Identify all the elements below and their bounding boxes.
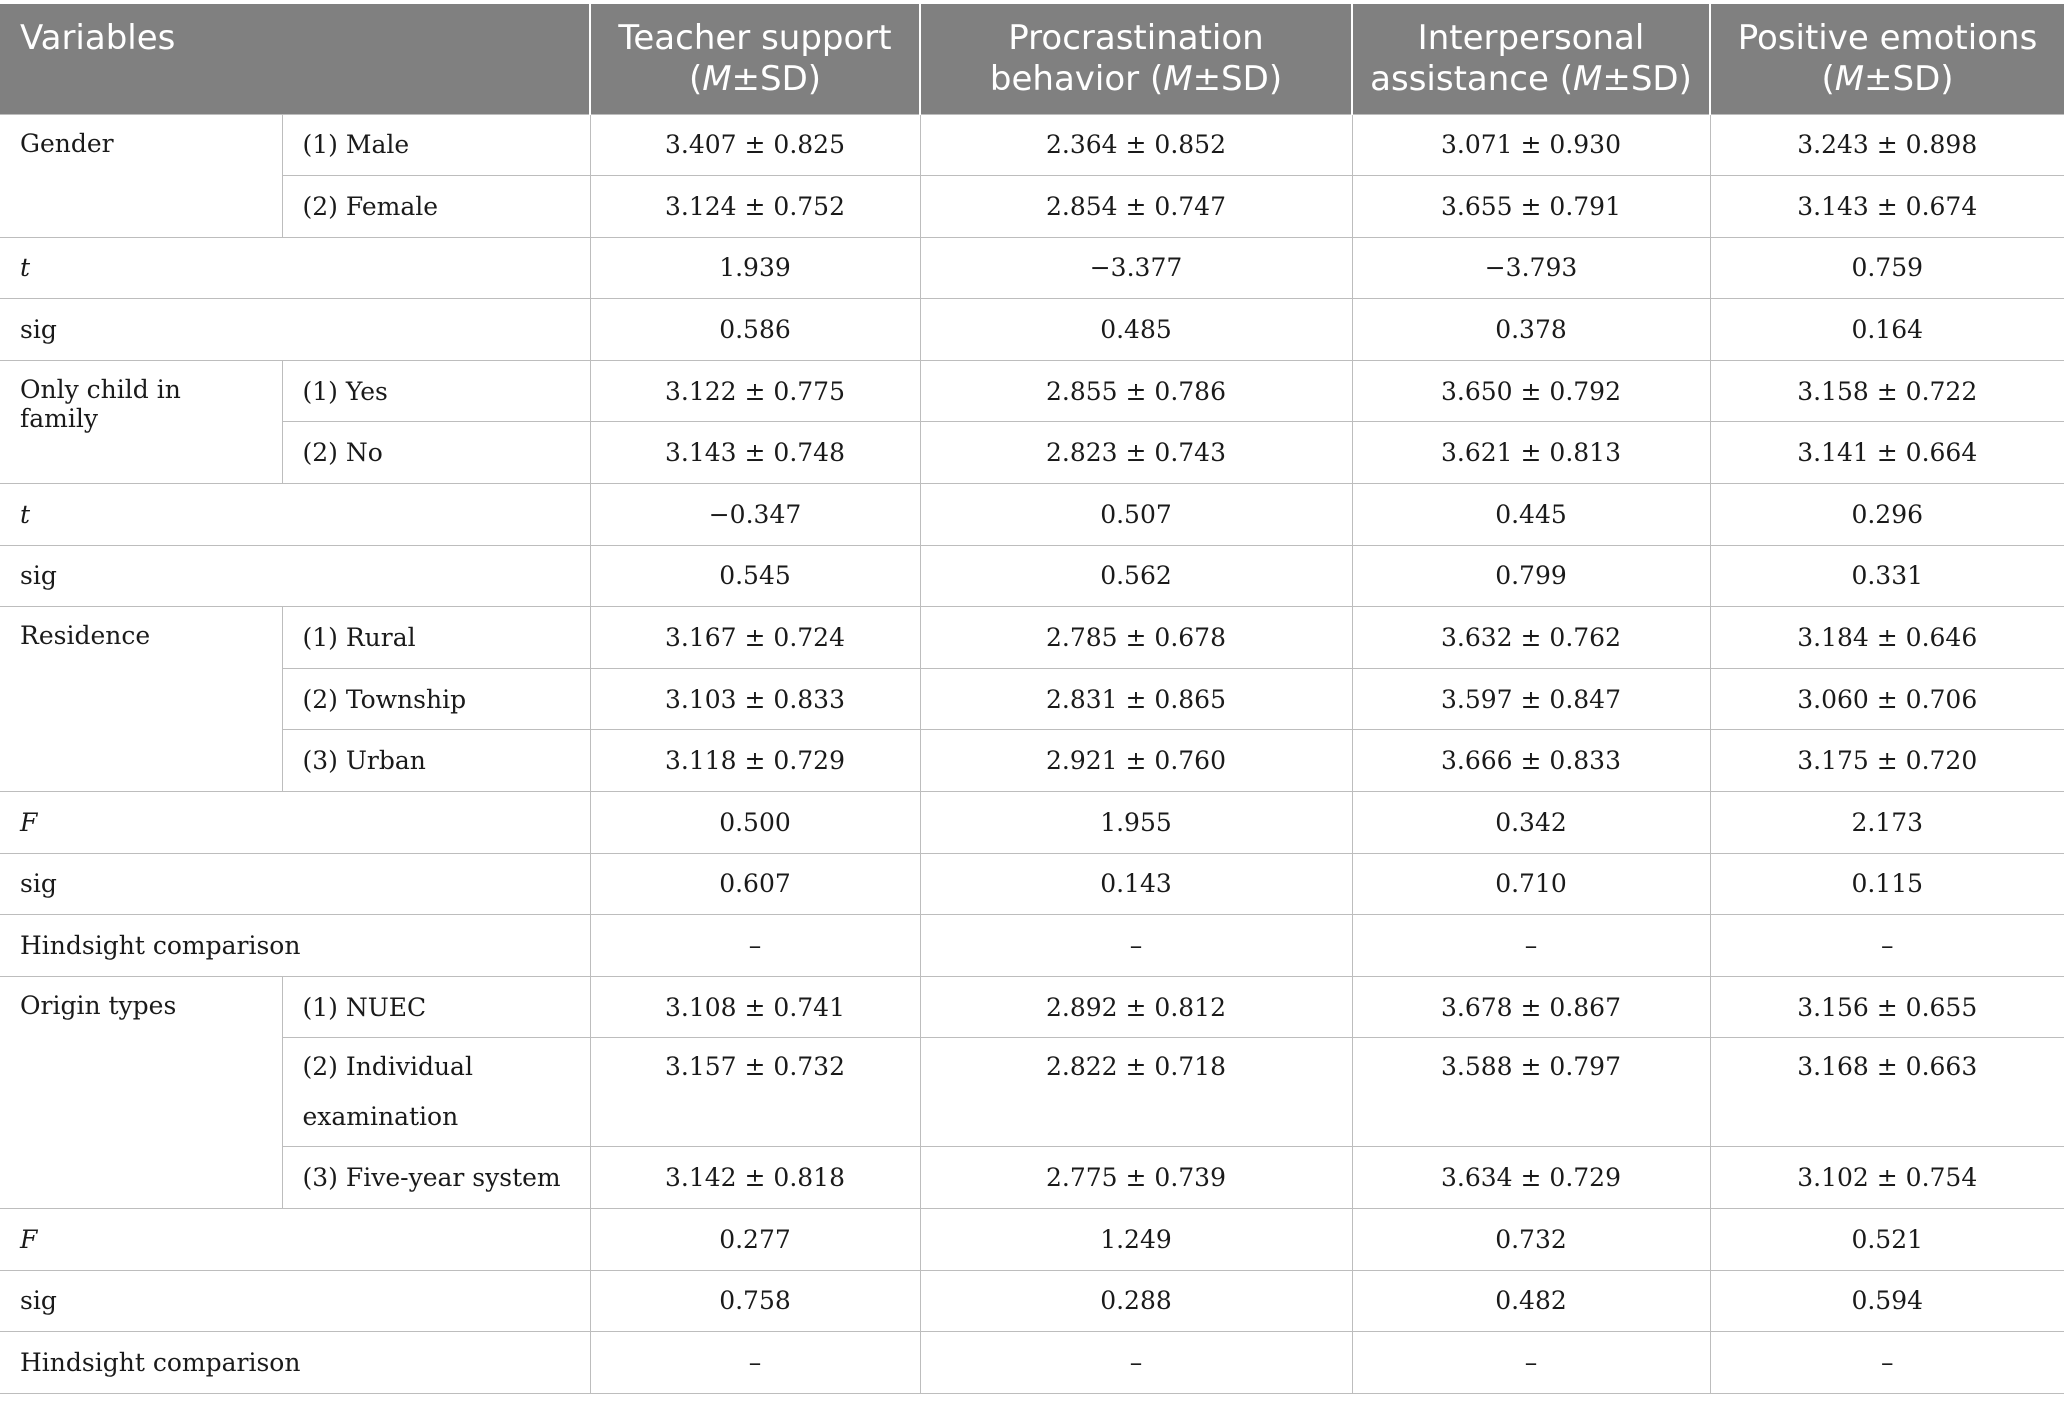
header-teacher-support	[590, 4, 920, 114]
stat-label-sig: sig	[0, 853, 590, 915]
level-label: (1) Yes	[282, 360, 590, 422]
group-label-residence: Residence	[0, 607, 282, 792]
table-row	[0, 976, 2064, 1038]
cell-value: 3.407 ± 0.825	[590, 114, 920, 176]
header-sd: ±SD)	[1602, 58, 1692, 99]
cell-value: 3.118 ± 0.729	[590, 730, 920, 792]
cell-value: 2.892 ± 0.812	[920, 976, 1352, 1038]
cell-value: 3.588 ± 0.797	[1352, 1038, 1710, 1147]
cell-value: 1.939	[590, 237, 920, 299]
header-mean-symbol: M	[1572, 58, 1603, 99]
cell-value: –	[590, 915, 920, 977]
level-label: (3) Urban	[282, 730, 590, 792]
stat-label-t: t	[0, 484, 590, 546]
cell-value: 2.823 ± 0.743	[920, 422, 1352, 484]
cell-value: 1.955	[920, 792, 1352, 854]
cell-value: –	[920, 915, 1352, 977]
cell-value: 2.364 ± 0.852	[920, 114, 1352, 176]
table-row	[0, 114, 2064, 176]
header-procrastination-line1: Procrastination	[1008, 17, 1264, 58]
cell-value: 3.632 ± 0.762	[1352, 607, 1710, 669]
cell-value: 3.060 ± 0.706	[1710, 668, 2064, 730]
cell-value: 0.482	[1352, 1270, 1710, 1332]
cell-value: 0.710	[1352, 853, 1710, 915]
cell-value: 2.173	[1710, 792, 2064, 854]
cell-value: –	[920, 1332, 1352, 1394]
cell-value: 3.158 ± 0.722	[1710, 360, 2064, 422]
table-row	[0, 484, 2064, 546]
header-sd: ±SD)	[1864, 58, 1954, 99]
header-interpersonal-line2: assistance (	[1370, 58, 1573, 99]
cell-value: 3.142 ± 0.818	[590, 1147, 920, 1209]
cell-value: 0.545	[590, 545, 920, 607]
header-positive-line1: Positive emotions	[1737, 17, 2038, 58]
table-row	[0, 1332, 2064, 1394]
cell-value: 3.678 ± 0.867	[1352, 976, 1710, 1038]
stat-label-sig: sig	[0, 299, 590, 361]
header-mean-symbol: M	[1834, 58, 1865, 99]
cell-value: 3.650 ± 0.792	[1352, 360, 1710, 422]
header-procrastination-line2: behavior (	[989, 58, 1164, 99]
cell-value: 0.296	[1710, 484, 2064, 546]
cell-value: 3.175 ± 0.720	[1710, 730, 2064, 792]
stat-label-hindsight: Hindsight comparison	[0, 1332, 590, 1394]
level-label: (2) Township	[282, 668, 590, 730]
header-procrastination	[920, 4, 1352, 114]
table-row	[0, 853, 2064, 915]
cell-value: 0.164	[1710, 299, 2064, 361]
stat-label-sig: sig	[0, 545, 590, 607]
stat-label-hindsight: Hindsight comparison	[0, 915, 590, 977]
cell-value: 0.500	[590, 792, 920, 854]
cell-value: –	[1710, 1332, 2064, 1394]
level-label: (1) Rural	[282, 607, 590, 669]
cell-value: 3.102 ± 0.754	[1710, 1147, 2064, 1209]
table-row	[0, 730, 2064, 792]
cell-value: 1.249	[920, 1209, 1352, 1271]
table-row	[0, 792, 2064, 854]
cell-value: 0.562	[920, 545, 1352, 607]
cell-value: 0.732	[1352, 1209, 1710, 1271]
cell-value: 3.243 ± 0.898	[1710, 114, 2064, 176]
cell-value: 3.122 ± 0.775	[590, 360, 920, 422]
cell-value: 3.167 ± 0.724	[590, 607, 920, 669]
cell-value: 3.103 ± 0.833	[590, 668, 920, 730]
cell-value: 0.342	[1352, 792, 1710, 854]
cell-value: 3.666 ± 0.833	[1352, 730, 1710, 792]
header-interpersonal	[1352, 4, 1710, 114]
header-paren: (	[1821, 58, 1835, 99]
cell-value: 0.288	[920, 1270, 1352, 1332]
cell-value: 2.822 ± 0.718	[920, 1038, 1352, 1147]
cell-value: 2.854 ± 0.747	[920, 176, 1352, 238]
header-variables-text: Variables	[20, 18, 176, 58]
cell-value: 0.594	[1710, 1270, 2064, 1332]
table-row	[0, 1209, 2064, 1271]
cell-value: 3.141 ± 0.664	[1710, 422, 2064, 484]
cell-value: 0.521	[1710, 1209, 2064, 1271]
header-variables	[0, 4, 590, 114]
stat-label-f: F	[0, 1209, 590, 1271]
stat-label-f: F	[0, 792, 590, 854]
header-paren: (	[688, 58, 703, 99]
cell-value: 2.855 ± 0.786	[920, 360, 1352, 422]
cell-value: 0.607	[590, 853, 920, 915]
cell-value: 3.184 ± 0.646	[1710, 607, 2064, 669]
cell-value: 0.331	[1710, 545, 2064, 607]
cell-value: 3.655 ± 0.791	[1352, 176, 1710, 238]
level-label	[282, 1038, 590, 1147]
cell-value: 3.124 ± 0.752	[590, 176, 920, 238]
table-row	[0, 915, 2064, 977]
cell-value: 0.378	[1352, 299, 1710, 361]
table-row	[0, 668, 2064, 730]
cell-value: 0.445	[1352, 484, 1710, 546]
table-header-row	[0, 4, 2064, 114]
level-label: (3) Five-year system	[282, 1147, 590, 1209]
cell-value: 3.157 ± 0.732	[590, 1038, 920, 1147]
stat-label-t: t	[0, 237, 590, 299]
table-row	[0, 360, 2064, 422]
header-mean-symbol: M	[1163, 58, 1193, 99]
header-sd: ±SD)	[731, 58, 822, 99]
table-row	[0, 237, 2064, 299]
demographic-differences-table	[0, 4, 2064, 1394]
cell-value: 3.071 ± 0.930	[1352, 114, 1710, 176]
group-label-gender: Gender	[0, 114, 282, 237]
table-row	[0, 299, 2064, 361]
level-label: (2) Female	[282, 176, 590, 238]
level-label-line1: (2) Individual	[302, 1052, 473, 1082]
header-mean-symbol: M	[702, 58, 732, 99]
cell-value: 0.586	[590, 299, 920, 361]
table-row	[0, 1038, 2064, 1147]
cell-value: 3.156 ± 0.655	[1710, 976, 2064, 1038]
cell-value: 2.775 ± 0.739	[920, 1147, 1352, 1209]
level-label: (1) NUEC	[282, 976, 590, 1038]
level-label: (2) No	[282, 422, 590, 484]
cell-value: 0.115	[1710, 853, 2064, 915]
header-teacher-support-line1: Teacher support	[618, 17, 892, 58]
header-positive-emotions	[1710, 4, 2064, 114]
cell-value: 3.143 ± 0.748	[590, 422, 920, 484]
cell-value: 3.168 ± 0.663	[1710, 1038, 2064, 1147]
cell-value: 0.759	[1710, 237, 2064, 299]
cell-value: −3.377	[920, 237, 1352, 299]
cell-value: 3.143 ± 0.674	[1710, 176, 2064, 238]
cell-value: 2.785 ± 0.678	[920, 607, 1352, 669]
cell-value: 0.277	[590, 1209, 920, 1271]
cell-value: −0.347	[590, 484, 920, 546]
table-row	[0, 1270, 2064, 1332]
cell-value: –	[590, 1332, 920, 1394]
table-row	[0, 607, 2064, 669]
header-sd: ±SD)	[1192, 58, 1283, 99]
cell-value: 0.799	[1352, 545, 1710, 607]
cell-value: 3.621 ± 0.813	[1352, 422, 1710, 484]
table-row	[0, 176, 2064, 238]
cell-value: 3.108 ± 0.741	[590, 976, 920, 1038]
cell-value: 0.507	[920, 484, 1352, 546]
level-label: (1) Male	[282, 114, 590, 176]
cell-value: –	[1710, 915, 2064, 977]
group-label-origin-types: Origin types	[0, 976, 282, 1208]
header-interpersonal-line1: Interpersonal	[1417, 17, 1645, 58]
level-label-line2: examination	[302, 1102, 459, 1132]
stat-label-sig: sig	[0, 1270, 590, 1332]
cell-value: 0.485	[920, 299, 1352, 361]
cell-value: 3.597 ± 0.847	[1352, 668, 1710, 730]
cell-value: −3.793	[1352, 237, 1710, 299]
table-row	[0, 1147, 2064, 1209]
cell-value: –	[1352, 915, 1710, 977]
group-label-only-child: Only child in family	[0, 360, 282, 483]
table-row	[0, 422, 2064, 484]
cell-value: 2.831 ± 0.865	[920, 668, 1352, 730]
cell-value: –	[1352, 1332, 1710, 1394]
cell-value: 0.143	[920, 853, 1352, 915]
cell-value: 2.921 ± 0.760	[920, 730, 1352, 792]
cell-value: 3.634 ± 0.729	[1352, 1147, 1710, 1209]
cell-value: 0.758	[590, 1270, 920, 1332]
table-row	[0, 545, 2064, 607]
